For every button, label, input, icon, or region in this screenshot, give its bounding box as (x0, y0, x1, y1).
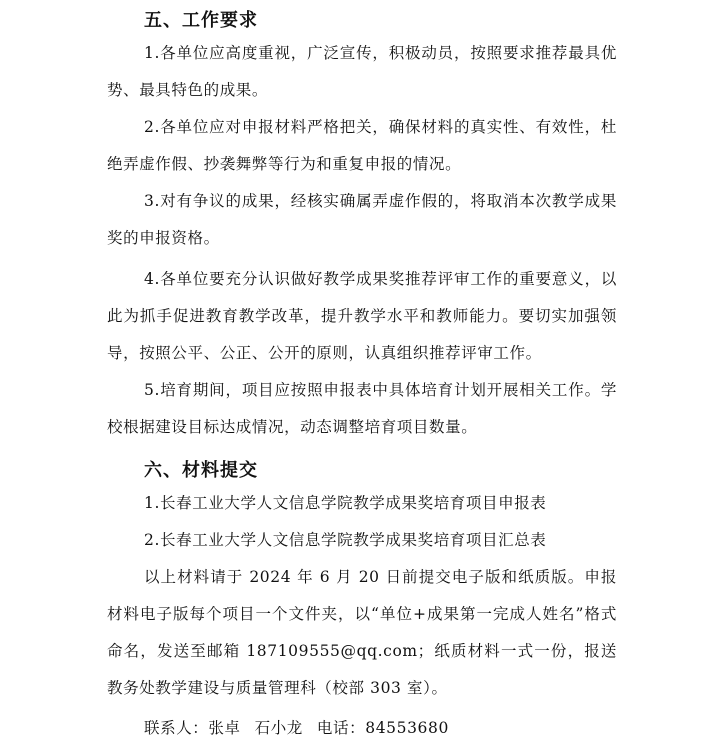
requirement-item-2: 2.各单位应对申报材料严格把关，确保材料的真实性、有效性，杜绝弄虚作假、抄袭舞弊等行为和重复申报的情况。 (107, 118, 617, 173)
requirement-item-4: 4.各单位要充分认识做好教学成果奖推荐评审工作的重要意义，以此为抓手促进教育教学改革，提升教学水平和教师能力。要切实加强领导，按照公平、公正、公开的原则，认真组织推荐评审工作。 (107, 270, 617, 362)
phone-label: 电话： (316, 719, 366, 737)
requirement-item-5: 5.培育期间，项目应按照申报表中具体培育计划开展相关工作。学校根据建设目标达成情况，动态调整培育项目数量。 (107, 381, 617, 436)
requirement-item-1: 1.各单位应高度重视，广泛宣传，积极动员，按照要求推荐最具优势、最具特色的成果。 (107, 44, 617, 99)
contact-person-2: 石小龙 (254, 719, 303, 737)
material-item-1: 1.长春工业大学人文信息学院教学成果奖培育项目申报表 (144, 494, 547, 512)
phone-number: 84553680 (365, 719, 449, 737)
requirement-item-3: 3.对有争议的成果，经核实确属弄虚作假的，将取消本次教学成果奖的申报资格。 (107, 192, 617, 247)
section-heading-material-submission: 六、材料提交 (144, 460, 258, 481)
submission-note: 以上材料请于 2024 年 6 月 20 日前提交电子版和纸质版。申报材料电子版每个项目一个文件夹，以“单位+成果第一完成人姓名”格式命名，发送至邮箱 187109555@qq.com；纸质材料一式一份，报送教务处教学建设与质量管理科（校部 303 室）。 (107, 568, 617, 697)
contact-line (144, 716, 449, 738)
material-item-2: 2.长春工业大学人文信息学院教学成果奖培育项目汇总表 (144, 531, 547, 549)
section-heading-work-requirements: 五、工作要求 (144, 10, 258, 31)
contact-label: 联系人： (144, 719, 209, 737)
contact-person-1: 张卓 (208, 719, 241, 737)
